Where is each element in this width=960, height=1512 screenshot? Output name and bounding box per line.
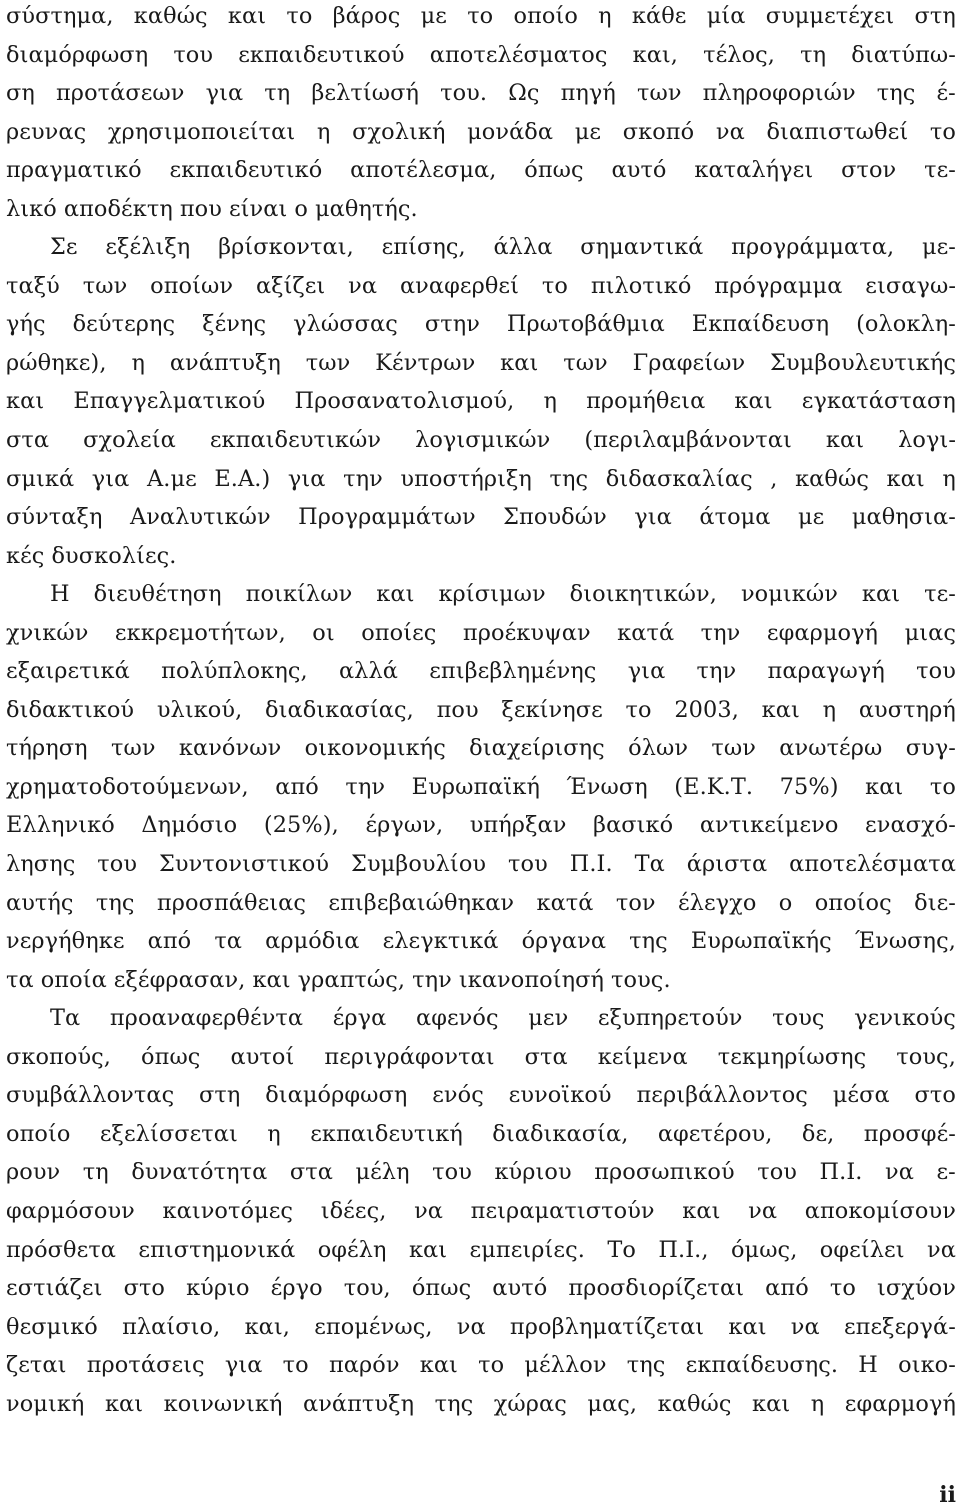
- text-line: εστιάζει στο κύριο έργο του, όπως αυτό προσδιορίζεται από το ισχύον: [6, 1275, 956, 1302]
- text-line: Σε εξέλιξη βρίσκονται, επίσης, άλλα σημαντικά προγράμματα, με-: [50, 234, 956, 261]
- text-line: σμικά για Α.με Ε.Α.) για την υποστήριξη της διδασκαλίας , καθώς και η: [6, 465, 956, 492]
- text-line: τήρηση των κανόνων οικονομικής διαχείρισης όλων των ανωτέρω συγ-: [6, 735, 956, 762]
- paragraph: [6, 999, 956, 1423]
- text-line: ρώθηκε), η ανάπτυξη των Κέντρων και των Γραφείων Συμβουλευτικής: [6, 349, 956, 376]
- text-line: τα οποία εξέφρασαν, και γραπτώς, την ικανοποίησή τους.: [6, 966, 671, 993]
- text-line: και Επαγγελματικού Προσανατολισμού, η προμήθεια και εγκατάσταση: [6, 388, 956, 415]
- text-line: κές δυσκολίες.: [6, 542, 177, 569]
- page-number: ii: [939, 1482, 956, 1508]
- text-line: σκοπούς, όπως αυτοί περιγράφονται στα κείμενα τεκμηρίωσης τους,: [6, 1043, 956, 1070]
- text-line: διδακτικού υλικού, διαδικασίας, που ξεκίνησε το 2003, και η αυστηρή: [6, 696, 956, 723]
- text-line: νεργήθηκε από τα αρμόδια ελεγκτικά όργανα της Ευρωπαϊκής Ένωσης,: [6, 928, 956, 955]
- text-line: διαμόρφωση του εκπαιδευτικού αποτελέσματος και, τέλος, τη διατύπω-: [6, 41, 956, 68]
- text-line: πραγματικό εκπαιδευτικό αποτέλεσμα, όπως αυτό καταλήγει στον τε-: [6, 157, 956, 184]
- text-line: Τα προαναφερθέντα έργα αφενός μεν εξυπηρετούν τους γενικούς: [50, 1005, 956, 1032]
- text-line: λικό αποδέκτη που είναι ο μαθητής.: [6, 195, 418, 222]
- text-line: θεσμικό πλαίσιο, και, επομένως, να προβληματίζεται και να επεξεργά-: [6, 1313, 956, 1340]
- text-line: σύνταξη Αναλυτικών Προγραμμάτων Σπουδών για άτομα με μαθησια-: [6, 504, 956, 531]
- text-line: ζεται προτάσεις για το παρόν και το μέλλον της εκπαίδευσης. Η οικο-: [6, 1352, 956, 1379]
- text-line: οποίο εξελίσσεται η εκπαιδευτική διαδικασία, αφετέρου, δε, προσφέ-: [6, 1120, 956, 1147]
- text-line: εξαιρετικά πολύπλοκης, αλλά επιβεβλημένης για την παραγωγή του: [6, 658, 956, 685]
- text-line: χρηματοδοτούμενων, από την Ευρωπαϊκή Ένωση (Ε.Κ.Τ. 75%) και το: [6, 773, 956, 800]
- text-line: λησης του Συντονιστικού Συμβουλίου του Π.Ι. Τα άριστα αποτελέσματα: [6, 851, 956, 878]
- text-line: ρευνας χρησιμοποιείται η σχολική μονάδα με σκοπό να διαπιστωθεί το: [6, 118, 956, 145]
- text-line: στα σχολεία εκπαιδευτικών λογισμικών (περιλαμβάνονται και λογι-: [6, 427, 956, 454]
- text-line: φαρμόσουν καινοτόμες ιδέες, να πειραματιστούν και να αποκομίσουν: [6, 1197, 956, 1224]
- text-line: γής δεύτερης ξένης γλώσσας στην Πρωτοβάθμια Εκπαίδευση (ολοκλη-: [6, 311, 956, 338]
- text-line: πρόσθετα επιστημονικά οφέλη και εμπειρίες. Το Π.Ι., όμως, οφείλει να: [6, 1236, 956, 1263]
- text-line: ρουν τη δυνατότητα στα μέλη του κύριου προσωπικού του Π.Ι. να ε-: [6, 1159, 956, 1186]
- text-line: σύστημα, καθώς και το βάρος με το οποίο η κάθε μία συμμετέχει στη: [6, 3, 956, 29]
- document-page: [6, 0, 956, 1423]
- paragraph: [6, 0, 956, 228]
- text-line: Η διευθέτηση ποικίλων και κρίσιμων διοικητικών, νομικών και τε-: [50, 581, 956, 608]
- paragraph: [6, 575, 956, 999]
- text-line: Ελληνικό Δημόσιο (25%), έργων, υπήρξαν βασικό αντικείμενο ενασχό-: [6, 812, 956, 839]
- text-line: ση προτάσεων για τη βελτίωσή του. Ως πηγή των πληροφοριών της έ-: [6, 80, 956, 107]
- text-line: αυτής της προσπάθειας επιβεβαιώθηκαν κατά τον έλεγχο ο οποίος διε-: [6, 889, 956, 916]
- text-line: χνικών εκκρεμοτήτων, οι οποίες προέκυψαν κατά την εφαρμογή μιας: [6, 619, 956, 646]
- text-line: συμβάλλοντας στη διαμόρφωση ενός ευνοϊκού περιβάλλοντος μέσα στο: [6, 1082, 956, 1109]
- text-line: νομική και κοινωνική ανάπτυξη της χώρας μας, καθώς και η εφαρμογή: [6, 1390, 956, 1417]
- paragraph: [6, 228, 956, 575]
- text-line: ταξύ των οποίων αξίζει να αναφερθεί το πιλοτικό πρόγραμμα εισαγω-: [6, 272, 956, 299]
